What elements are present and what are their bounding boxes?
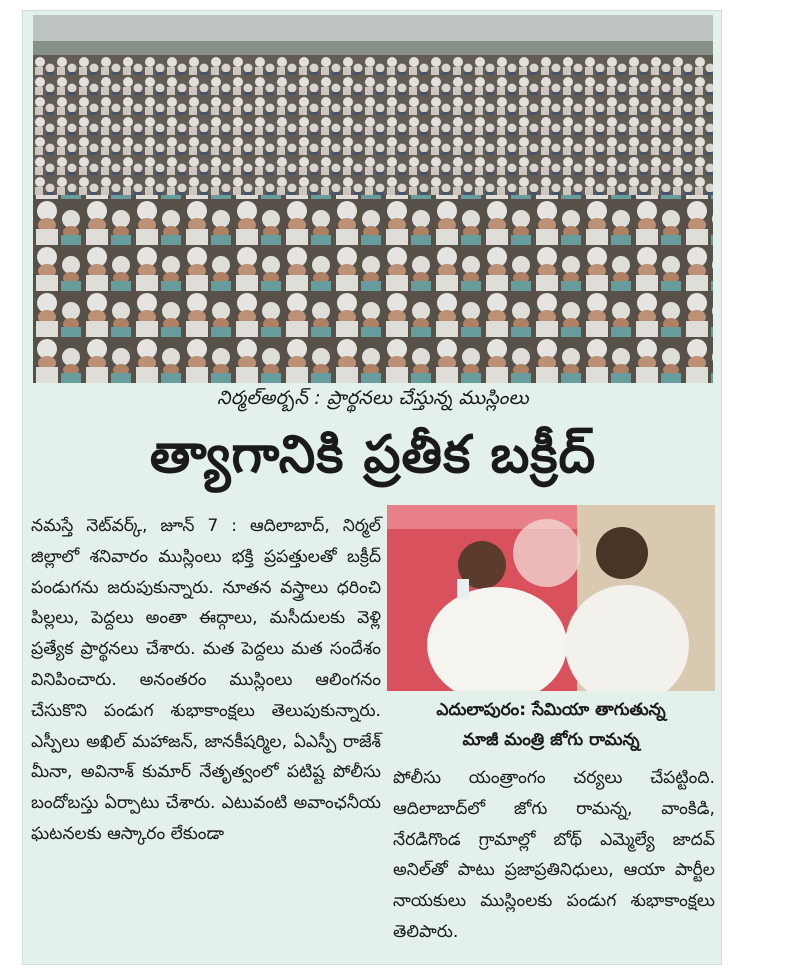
inset-caption-line1: ఎదులాపురం: సేమియా తాగుతున్న — [436, 700, 666, 720]
minister-illustration — [387, 505, 715, 691]
newspaper-clipping — [22, 10, 722, 965]
headline: త్యాగానికి ప్రతీక బక్రీద్‌ — [149, 425, 597, 485]
prayer-crowd-photo — [33, 15, 713, 383]
body-paragraph-right: పోలీసు యంత్రాంగం చర్యలు చేపట్టింది. ఆదిలాబాద్‌లో జోగు రామన్న, వాంకిడి, నేరడిగొండ గ్రామాల్లో బోథ్‌ ఎమ్మెల్యే జాదవ్‌ అనిల్‌తో పాటు ప్రజాప్రతినిధులు, ఆయా పార్టీల నాయకులు ముస్లింలకు పండుగ శుభాకాంక్షలు తెలిపారు. — [393, 768, 715, 942]
prayer-crowd-illustration — [33, 15, 713, 383]
article-body-left — [31, 511, 381, 850]
body-paragraph-left: నమస్తే నెట్‌వర్క్‌, జూన్‌ 7 : ఆదిలాబాద్‌, నిర్మల్‌ జిల్లాలో శనివారం ముస్లింలు భక్తి ప్రపత్తులతో బక్రీద్‌ పండుగను జరుపుకున్నారు. నూతన వస్త్రాలు ధరించి పిల్లలు, పెద్దలు అంతా ఈద్గాలు, మసీదులకు వెళ్లి ప్రత్యేక ప్రార్థనలు చేశారు. మత పెద్దలు మత సందేశం వినిపించారు. అనంతరం ముస్లింలు ఆలింగనం చేసుకొని పండుగ శుభాకాంక్షలు తెలుపుకున్నారు. ఎస్పీలు అఖిల్‌ మహాజన్‌, జానకీషర్మిల, ఏఎస్పీ రాజేశ్‌ మీనా, అవినాశ్‌ కుమార్‌ నేతృత్వంలో పటిష్ట పోలీసు బందోబస్తు ఏర్పాటు చేశారు. ఎటువంటి అవాంఛనీయ ఘటనలకు ఆస్కారం లేకుండా — [31, 516, 381, 844]
article-body-right — [393, 763, 715, 948]
inset-caption-line2: మాజీ మంత్రి జోగు రామన్న — [462, 730, 640, 750]
former-minister-photo — [387, 505, 715, 691]
photo-caption: నిర్మల్‌అర్బన్‌ : ప్రార్థనలు చేస్తున్న ముస్లింలు — [217, 387, 529, 409]
inset-caption — [387, 695, 715, 755]
